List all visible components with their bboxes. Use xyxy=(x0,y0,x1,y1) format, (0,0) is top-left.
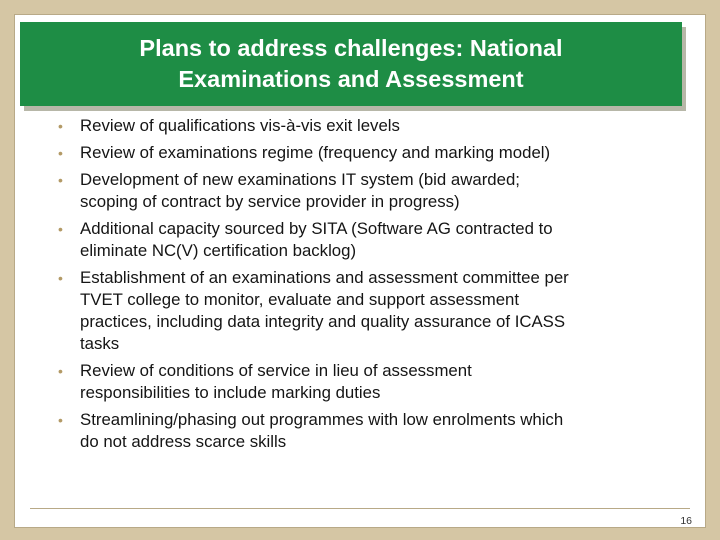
bullet-marker: • xyxy=(58,118,63,134)
bullet-line: scoping of contract by service provider in progress) xyxy=(80,192,460,211)
bullet-line: Additional capacity sourced by SITA (Software AG contracted to xyxy=(80,219,553,238)
bullet-item xyxy=(58,360,678,404)
bullet-line: eliminate NC(V) certification backlog) xyxy=(80,241,357,260)
bullet-line: Development of new examinations IT system (bid awarded; xyxy=(80,170,520,189)
bullet-item xyxy=(58,409,678,453)
bullet-item xyxy=(58,218,678,262)
bullet-line: Streamlining/phasing out programmes with low enrolments which xyxy=(80,410,564,429)
bullet-line: do not address scarce skills xyxy=(80,432,287,451)
footer-divider xyxy=(30,508,690,509)
page-number: 16 xyxy=(680,515,692,527)
bullet-item xyxy=(58,142,678,164)
bullet-line: Review of qualifications vis-à-vis exit levels xyxy=(80,116,400,135)
bullet-line: Review of conditions of service in lieu of assessment xyxy=(80,361,472,380)
bullet-marker: • xyxy=(58,145,63,161)
bullet-line: tasks xyxy=(80,334,120,353)
title-line-2: Examinations and Assessment xyxy=(178,66,524,92)
bullet-item xyxy=(58,169,678,213)
bullet-list xyxy=(58,115,678,458)
bullet-marker: • xyxy=(58,412,63,428)
bullet-line: Review of examinations regime (frequency and marking model) xyxy=(80,143,551,162)
bullet-line: responsibilities to include marking duties xyxy=(80,383,381,402)
bullet-marker: • xyxy=(58,221,63,237)
title-line-1: Plans to address challenges: National xyxy=(139,35,563,61)
bullet-line: Establishment of an examinations and assessment committee per xyxy=(80,268,569,287)
bullet-item xyxy=(58,115,678,137)
bullet-line: practices, including data integrity and quality assurance of ICASS xyxy=(80,312,566,331)
title-banner xyxy=(20,22,682,106)
bullet-line: TVET college to monitor, evaluate and support assessment xyxy=(80,290,520,309)
bullet-marker: • xyxy=(58,363,63,379)
bullet-item xyxy=(58,267,678,355)
bullet-marker: • xyxy=(58,270,63,286)
bullet-marker: • xyxy=(58,172,63,188)
